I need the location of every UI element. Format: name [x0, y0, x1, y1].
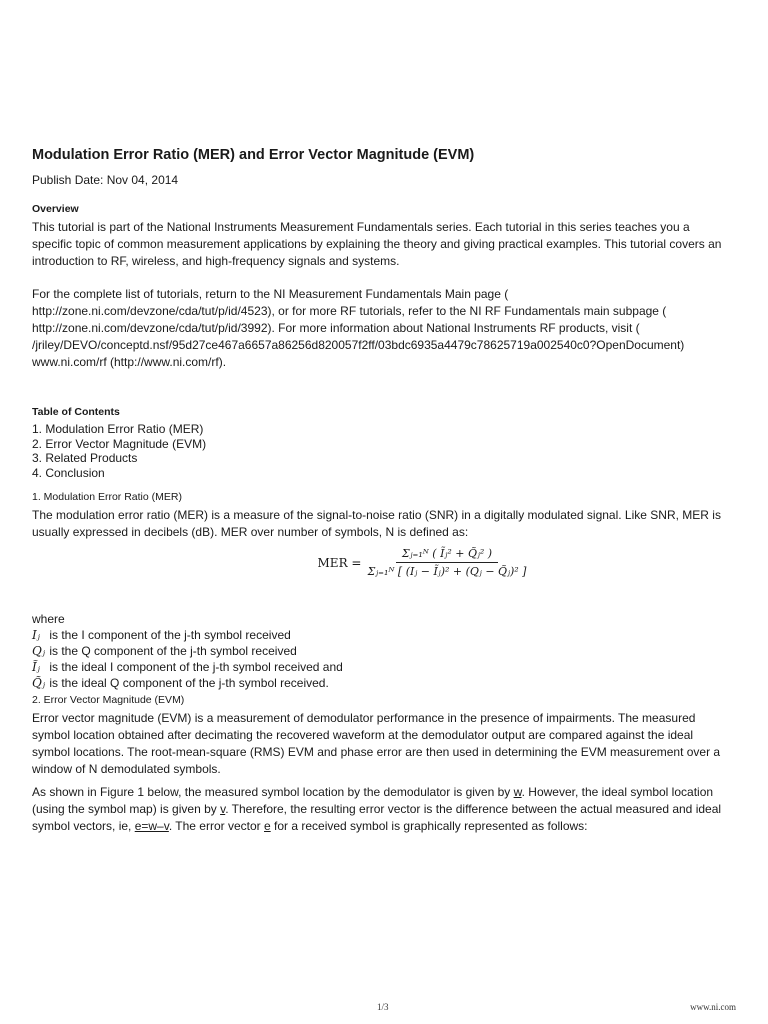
definition-symbol: Qⱼ	[32, 644, 46, 658]
document-page	[32, 146, 732, 851]
symbol-definitions	[32, 611, 732, 691]
formula-numerator: Σⱼ₌₁ᴺ ( Ĩⱼ² + Q̃ⱼ² )	[396, 547, 498, 563]
toc-item[interactable]: 3. Related Products	[32, 451, 138, 465]
definition-row	[32, 659, 732, 675]
publish-date: Publish Date: Nov 04, 2014	[32, 173, 179, 187]
definition-text: is the ideal Q component of the j-th symbol received.	[46, 676, 329, 690]
definition-symbol: Iⱼ	[32, 628, 40, 642]
section1-heading: 1. Modulation Error Ratio (MER)	[32, 491, 182, 503]
section2-heading: 2. Error Vector Magnitude (EVM)	[32, 694, 185, 706]
document-title: Modulation Error Ratio (MER) and Error Vector Magnitude (EVM)	[32, 147, 475, 163]
text-fragment: . The error vector	[168, 819, 264, 833]
section1-paragraph: The modulation error ratio (MER) is a measure of the signal-to-noise ratio (SNR) in a digitally modulated signal. Like SNR, MER is usually expressed in decibels (dB). MER over number of symbols, N is defined as:	[32, 508, 721, 539]
definition-row	[32, 627, 732, 643]
text-fragment: . However, the ideal symbol location (using the symbol map) is given by	[32, 785, 714, 816]
definition-row	[32, 675, 732, 691]
formula-denominator: Σⱼ₌₁ᴺ [ (Iⱼ − Ĩⱼ)² + (Qⱼ − Q̃ⱼ)² ]	[367, 565, 527, 578]
formula-fraction	[367, 547, 526, 578]
definition-symbol: Ĩⱼ	[32, 660, 40, 674]
toc-item[interactable]: 4. Conclusion	[32, 465, 105, 480]
definition-text: is the I component of the j-th symbol received	[46, 628, 291, 642]
toc-list	[32, 422, 732, 480]
formula-lhs: MER =	[317, 555, 362, 570]
overview-paragraph-2: For the complete list of tutorials, return to the NI Measurement Fundamentals Main page ( http://zone.ni.com/devzone/cda/tut/p/id/4523), or for more RF tutorials, refer to the NI RF Fundamentals main subpage ( http://zone.ni.com/devzone/cda/tut/p/id/3992). For more information about National Instruments RF products, visit ( /jriley/DEVO/conceptd.nsf/95d27ce467a6657a86256d820057f2ff/03bdc6935a4479c78625719a002540c0?OpenDocument) www.ni.com/rf (http://www.ni.com/rf).	[32, 287, 685, 369]
text-fragment: . Therefore, the resulting error vector is the difference between the actual measured and ideal symbol vectors, ie,	[32, 802, 722, 833]
where-label: where	[32, 612, 65, 626]
toc-heading: Table of Contents	[32, 406, 120, 418]
overview-paragraph-1: This tutorial is part of the National Instruments Measurement Fundamentals series. Each tutorial in this series teaches you a specific topic of common measurement applications by explaining the theory and giving practical examples. This tutorial covers an introduction to RF, wireless, and high-frequency signals and systems.	[32, 220, 722, 268]
page-number: 1/3	[377, 1002, 389, 1012]
definition-row	[32, 643, 732, 659]
definition-text: is the ideal I component of the j-th symbol received and	[46, 660, 343, 674]
toc-item[interactable]: 2. Error Vector Magnitude (EVM)	[32, 436, 207, 451]
section2-paragraph-2	[32, 784, 732, 835]
mer-formula	[32, 547, 732, 595]
section2-paragraph-1: Error vector magnitude (EVM) is a measurement of demodulator performance in the presence of impairments. The measured symbol location obtained after decimating the recovered waveform at the demodulator output are compared against the ideal symbol locations. The root-mean-square (RMS) EVM and phase error are then used in determining the EVM measurement over a window of N demodulated symbols.	[32, 711, 721, 776]
text-fragment: As shown in Figure 1 below, the measured symbol location by the demodulator is given by	[32, 785, 514, 799]
vector-e: e	[264, 819, 271, 833]
error-vector-equation: e=w–v	[134, 819, 169, 833]
text-fragment: for a received symbol is graphically represented as follows:	[270, 819, 588, 833]
footer-url: www.ni.com	[690, 1002, 736, 1012]
vector-w: w	[513, 785, 522, 799]
definition-symbol: Q̃ⱼ	[32, 676, 46, 690]
definition-text: is the Q component of the j-th symbol received	[46, 644, 297, 658]
toc-item[interactable]: 1. Modulation Error Ratio (MER)	[32, 422, 204, 436]
vector-v: v	[220, 802, 226, 816]
overview-heading: Overview	[32, 203, 79, 215]
